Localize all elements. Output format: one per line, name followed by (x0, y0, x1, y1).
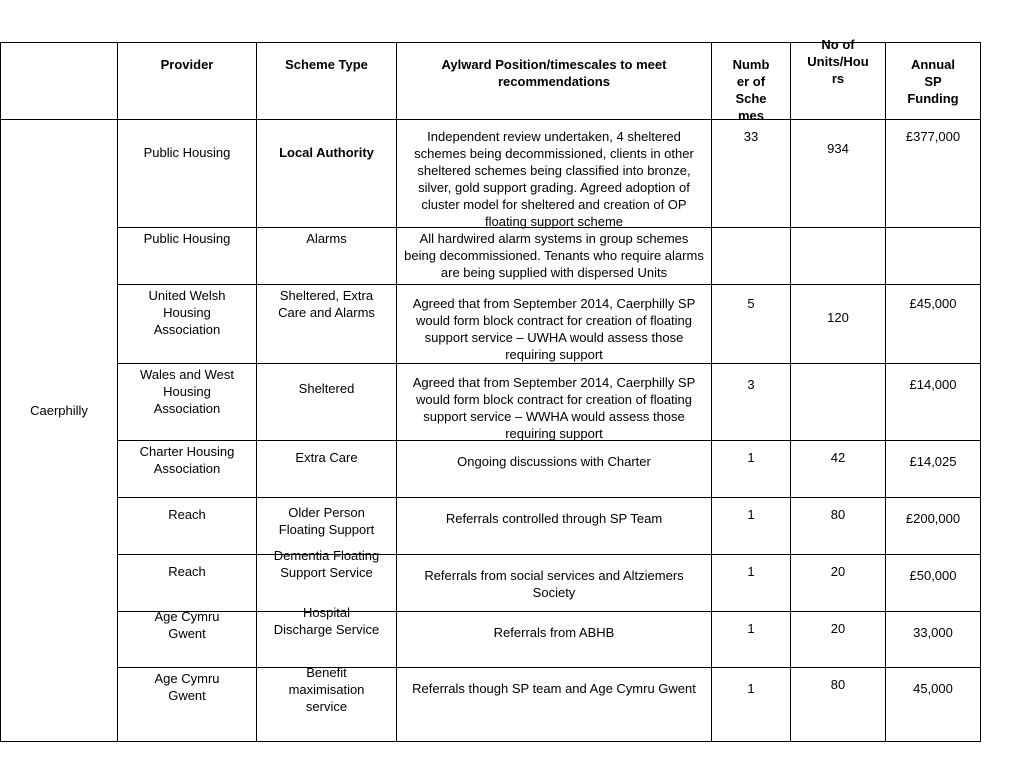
provider-text: Age Cymru Gwent (154, 609, 220, 641)
provider-text: Reach (168, 564, 206, 579)
funding-cell-r6: £200,000 (886, 498, 981, 555)
col-header-provider: Provider (118, 42, 257, 120)
funding-cell-r3: £45,000 (886, 285, 981, 364)
provider-text: Charter Housing Association (139, 444, 235, 476)
position-cell-r2: All hardwired alarm systems in group schemes being decommissioned. Tenants who require alarms are being supplied with dispersed Units (397, 228, 712, 285)
position-cell-r6: Referrals controlled through SP Team (397, 498, 712, 555)
num-schemes-cell-r6: 1 (712, 498, 791, 555)
provider-cell-r8 (118, 609, 257, 668)
scheme-type-cell-r3 (257, 285, 397, 364)
scheme-type-cell-r8 (257, 605, 397, 668)
col-header-units-hours-text: No of Units/Hours (807, 37, 869, 86)
units-hours-cell-r6: 80 (791, 498, 886, 555)
num-schemes-cell-r3: 5 (712, 285, 791, 364)
provider-cell-r1 (118, 120, 257, 228)
scheme-type-cell-r4 (257, 364, 397, 441)
provider-cell-r4 (118, 364, 257, 441)
num-schemes-cell-r9: 1 (712, 668, 791, 742)
col-header-num-schemes-text: Number of Schemes (732, 57, 770, 123)
scheme-type-cell-r5 (257, 441, 397, 498)
provider-cell-r3 (118, 285, 257, 364)
units-hours-cell-r4 (791, 364, 886, 441)
num-schemes-cell-r7: 1 (712, 555, 791, 612)
provider-cell-r9 (118, 668, 257, 742)
funding-cell-r2 (886, 228, 981, 285)
units-hours-cell-r8: 20 (791, 612, 886, 668)
position-cell-r5: Ongoing discussions with Charter (397, 441, 712, 498)
units-hours-cell-r3: 120 (791, 285, 886, 364)
col-header-funding-text: Annual SP Funding (907, 57, 959, 106)
funding-cell-r8: 33,000 (886, 612, 981, 668)
scheme-type-text: Local Authority (279, 145, 374, 160)
position-cell-r9: Referrals though SP team and Age Cymru Gwent (397, 668, 712, 742)
scheme-type-text: Extra Care (295, 450, 358, 465)
scheme-type-text: Hospital Discharge Service (273, 605, 380, 637)
position-cell-r1: Independent review undertaken, 4 sheltered schemes being decommissioned, clients in other sheltered schemes being classified into bronze, silver, gold support grading. Agreed adoption of cluster model for sheltered and creation of OP floating support scheme (397, 120, 712, 228)
num-schemes-cell-r5: 1 (712, 441, 791, 498)
position-cell-r4: Agreed that from September 2014, Caerphilly SP would form block contract for creation of floating support service – WWHA would assess those requiring support (397, 364, 712, 441)
provider-cell-r2 (118, 228, 257, 285)
units-hours-cell-r2 (791, 228, 886, 285)
scheme-type-text: Sheltered (298, 381, 355, 396)
funding-cell-r5: £14,025 (886, 441, 981, 498)
scheme-type-text: Alarms (306, 231, 347, 246)
provider-cell-r5 (118, 441, 257, 498)
provider-text: Public Housing (143, 145, 231, 160)
units-hours-cell-r1: 934 (791, 120, 886, 228)
col-header-funding (886, 42, 981, 120)
provider-cell-r6 (118, 498, 257, 555)
region-label: Caerphilly (30, 403, 88, 418)
provider-cell-r7 (118, 555, 257, 612)
scheme-type-text: Dementia Floating Support Service (273, 548, 380, 580)
region-cell (0, 120, 118, 742)
provider-text: Wales and West Housing Association (140, 367, 234, 416)
funding-cell-r7: £50,000 (886, 555, 981, 612)
col-header-units-hours (791, 37, 886, 120)
units-hours-cell-r5: 42 (791, 441, 886, 498)
scheme-type-cell-r2 (257, 228, 397, 285)
num-schemes-cell-r4: 3 (712, 364, 791, 441)
units-hours-cell-r9: 80 (791, 668, 886, 742)
scheme-type-text: Benefit maximisation service (288, 665, 365, 714)
col-header-position: Aylward Position/timescales to meet recommendations (397, 42, 712, 120)
position-cell-r3: Agreed that from September 2014, Caerphilly SP would form block contract for creation of floating support service – UWHA would assess those requiring support (397, 285, 712, 364)
col-header-scheme-type: Scheme Type (257, 42, 397, 120)
num-schemes-cell-r2 (712, 228, 791, 285)
num-schemes-cell-r8: 1 (712, 612, 791, 668)
col-header-num-schemes (712, 42, 791, 123)
col-header-blank (0, 42, 118, 120)
funding-table (0, 37, 981, 742)
scheme-type-text: Older Person Floating Support (278, 505, 375, 537)
units-hours-cell-r7: 20 (791, 555, 886, 612)
provider-text: Reach (168, 507, 206, 522)
scheme-type-text: Sheltered, Extra Care and Alarms (278, 288, 375, 320)
funding-cell-r1: £377,000 (886, 120, 981, 228)
provider-text: Age Cymru Gwent (154, 671, 220, 703)
position-cell-r7: Referrals from social services and Altziemers Society (397, 555, 712, 612)
position-cell-r8: Referrals from ABHB (397, 612, 712, 668)
provider-text: Public Housing (143, 231, 231, 246)
scheme-type-cell-r1 (257, 120, 397, 228)
funding-cell-r4: £14,000 (886, 364, 981, 441)
scheme-type-cell-r9 (257, 665, 397, 742)
funding-cell-r9: 45,000 (886, 668, 981, 742)
provider-text: United Welsh Housing Association (148, 288, 226, 337)
num-schemes-cell-r1: 33 (712, 120, 791, 228)
